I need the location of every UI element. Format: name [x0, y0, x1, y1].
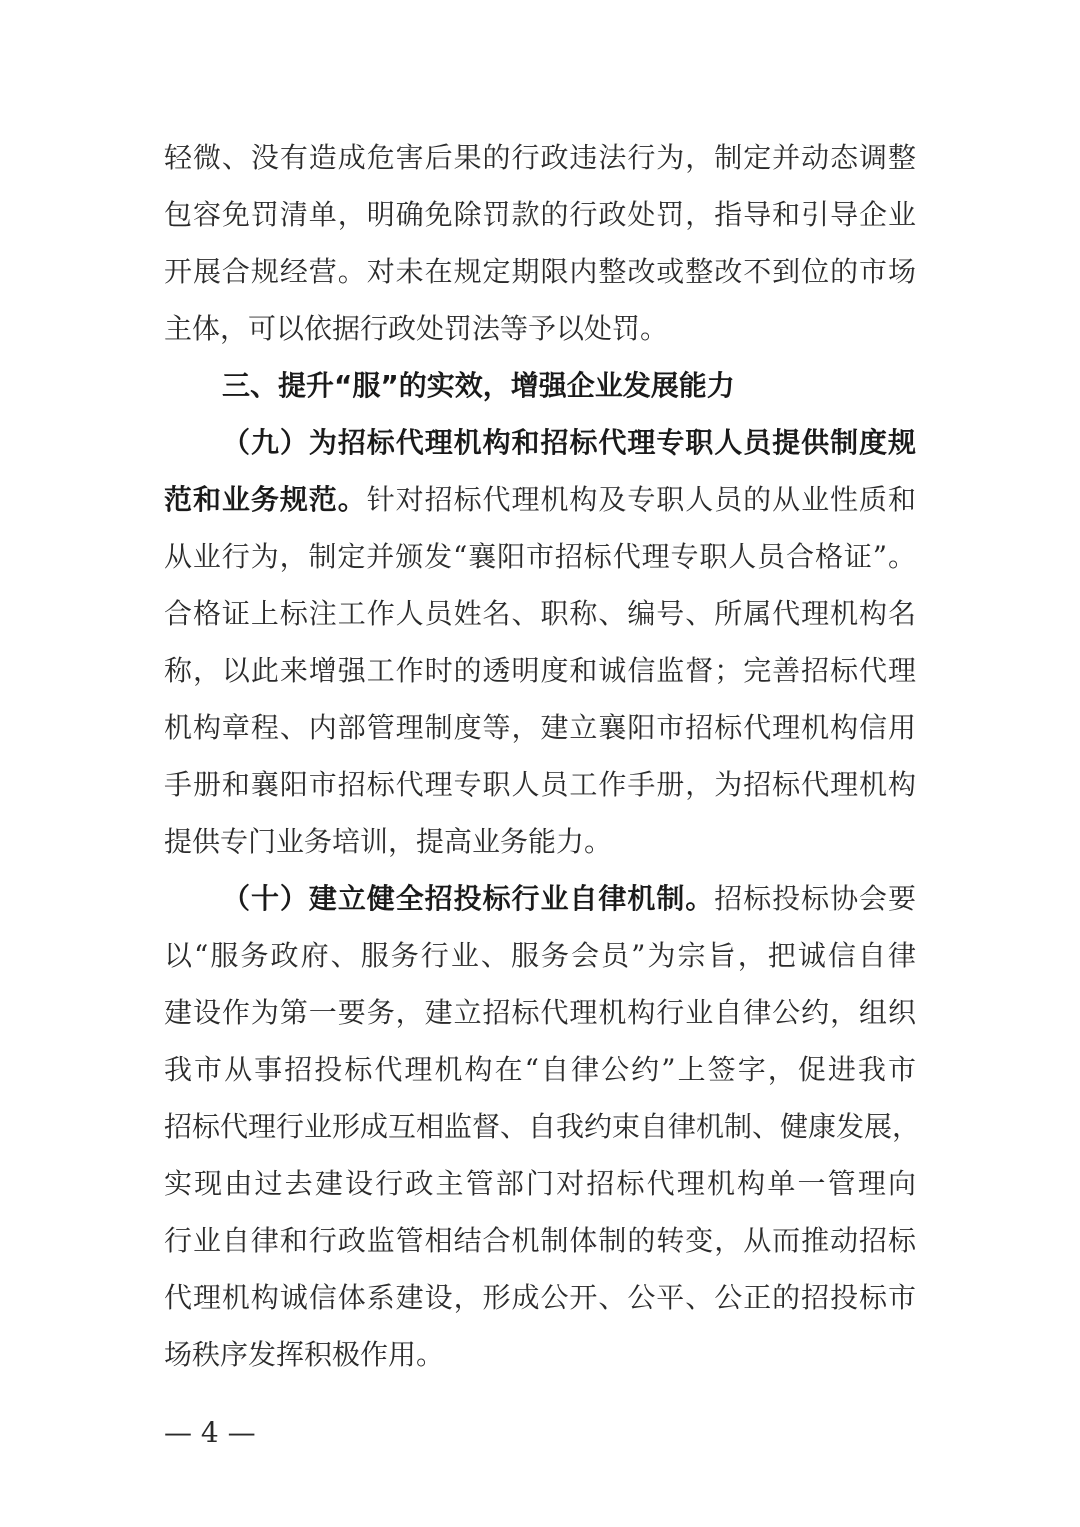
- paragraph-nine-line-4: 合格证上标注工作人员姓名、职称、编号、所属代理机构名: [164, 597, 916, 630]
- paragraph-intro-line-1: 轻微、没有造成危害后果的行政违法行为，制定并动态调整: [164, 141, 916, 174]
- paragraph-ten-line-5: 招标代理行业形成互相监督、自我约束自律机制、健康发展，: [164, 1110, 921, 1143]
- paragraph-ten-lead: （十）建立健全招投标行业自律机制。: [222, 882, 715, 915]
- paragraph-nine-line-2: [164, 480, 916, 520]
- page-number: — 4 —: [164, 1416, 256, 1449]
- section-heading: 三、提升“服”的实效，增强企业发展能力: [222, 369, 735, 402]
- paragraph-nine-line-3: 从业行为，制定并颁发“襄阳市招标代理专职人员合格证”。: [164, 540, 916, 573]
- paragraph-ten-line-1-rest: 招标投标协会要: [714, 882, 916, 915]
- paragraph-ten-line-1: [222, 879, 916, 919]
- paragraph-nine-line-5: 称，以此来增强工作时的透明度和诚信监督；完善招标代理: [164, 654, 916, 687]
- paragraph-nine-lead-line-2: 范和业务规范。: [164, 483, 367, 516]
- paragraph-intro-line-2: 包容免罚清单，明确免除罚款的行政处罚，指导和引导企业: [164, 198, 916, 231]
- paragraph-ten-line-6: 实现由过去建设行政主管部门对招标代理机构单一管理向: [164, 1167, 916, 1200]
- paragraph-ten-line-7: 行业自律和行政监管相结合机制体制的转变，从而推动招标: [164, 1224, 916, 1257]
- paragraph-intro-line-4: 主体，可以依据行政处罚法等予以处罚。: [164, 312, 669, 345]
- paragraph-nine-lead-line-1: （九）为招标代理机构和招标代理专职人员提供制度规: [222, 426, 916, 459]
- paragraph-ten-line-3: 建设作为第一要务，建立招标代理机构行业自律公约，组织: [164, 996, 916, 1029]
- paragraph-ten-line-8: 代理机构诚信体系建设，形成公开、公平、公正的招投标市: [164, 1281, 916, 1314]
- paragraph-intro-line-3: 开展合规经营。对未在规定期限内整改或整改不到位的市场: [164, 255, 916, 288]
- paragraph-nine-line-2-rest: 针对招标代理机构及专职人员的从业性质和: [366, 483, 916, 516]
- paragraph-ten-line-2: 以“服务政府、服务行业、服务会员”为宗旨，把诚信自律: [164, 939, 916, 972]
- paragraph-nine-line-8: 提供专门业务培训，提高业务能力。: [164, 825, 613, 858]
- paragraph-ten-line-9: 场秩序发挥积极作用。: [164, 1338, 445, 1371]
- paragraph-ten-line-4: 我市从事招投标代理机构在“自律公约”上签字，促进我市: [164, 1053, 916, 1086]
- paragraph-nine-line-6: 机构章程、内部管理制度等，建立襄阳市招标代理机构信用: [164, 711, 916, 744]
- paragraph-nine-line-7: 手册和襄阳市招标代理专职人员工作手册，为招标代理机构: [164, 768, 916, 801]
